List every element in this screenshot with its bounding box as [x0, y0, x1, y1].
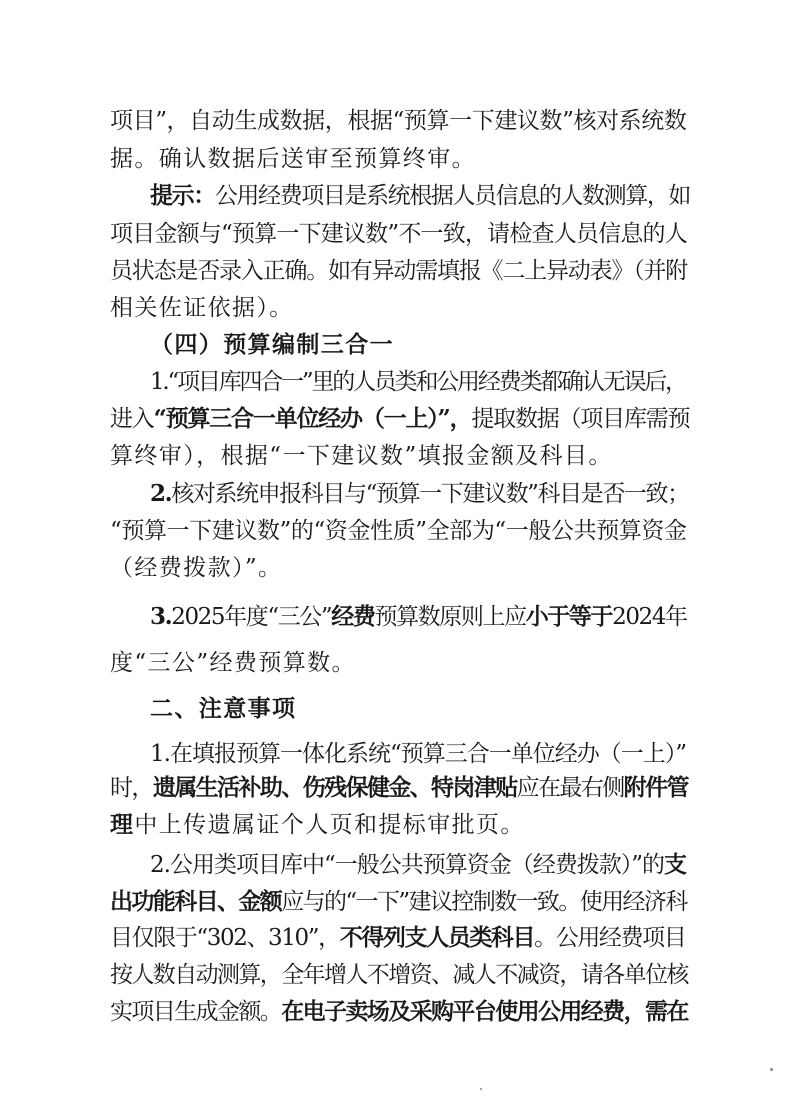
text-run: 中上传遗属证个人页和提标审批页。 — [134, 812, 525, 838]
paragraph-line — [110, 441, 690, 471]
text-run: 度“三公”经费预算数。 — [110, 650, 356, 676]
text-run: 实项目生成金额。 — [110, 999, 282, 1025]
scan-speck — [480, 1088, 482, 1090]
bold-text-run: 在电子卖场及采购平台使用公用经费，需在 — [281, 998, 688, 1025]
bold-text-run: 遗属生活补助、伤残保健金、特岗津贴 — [152, 774, 517, 801]
text-run: 目仅限于“302、310”， — [110, 925, 340, 951]
text-run: 公用经费项目是系统根据人员信息的人数测算，如 — [214, 183, 691, 209]
paragraph-line — [110, 516, 690, 546]
paragraph-line — [150, 602, 690, 632]
paragraph-line — [110, 648, 690, 678]
bold-text-run: 出功能科目、金额 — [110, 888, 282, 915]
paragraph-line — [110, 404, 690, 434]
text-run: 预算数原则上应 — [374, 604, 526, 630]
heading-text: 二、注意事项 — [150, 695, 297, 722]
paragraph-line — [110, 553, 690, 583]
section-heading — [150, 694, 730, 724]
heading-text: （四）预算编制三合一 — [150, 331, 394, 358]
text-run: 提取数据（项目库需预 — [471, 406, 690, 432]
text-run: 1.在填报预算一体化系统“预算三合一单位经办（一上）” — [150, 741, 686, 767]
text-run: “预算一下建议数”的“资金性质”全部为“一般公共预算资金 — [110, 518, 687, 544]
bold-text-run: 2. — [150, 480, 172, 507]
paragraph-line — [150, 850, 690, 880]
paragraph-line — [110, 810, 690, 840]
text-run: 2025年度“三公” — [171, 604, 332, 630]
text-run: 1.“项目库四合一”里的人员类和公用经费类都确认无误后， — [150, 369, 686, 395]
text-run: 核对系统申报科目与“预算一下建议数”科目是否一致； — [171, 481, 689, 507]
bold-text-run: 支 — [663, 851, 686, 878]
text-run: 。公用经费项目 — [534, 925, 686, 951]
text-run: 时， — [110, 775, 153, 801]
bold-text-run: 附件管 — [623, 774, 688, 801]
paragraph-line — [150, 479, 690, 509]
paragraph-line — [150, 367, 690, 397]
text-run: 2024年 — [612, 604, 687, 630]
bold-text-run: 经费 — [331, 603, 375, 630]
paragraph-line — [110, 887, 690, 917]
paragraph-line — [110, 256, 690, 286]
text-run: 项目金额与“预算一下建议数”不一致，请检查人员信息的人 — [110, 221, 687, 247]
bold-text-run: 不得列支人员类科目 — [339, 924, 535, 951]
text-run: 2.公用类项目库中“一般公共预算资金（经费拨款）”的 — [150, 852, 664, 878]
text-run: 应与的“一下”建议控制数一致。使用经济科 — [281, 889, 687, 915]
paragraph-line — [110, 219, 690, 249]
text-run: 应在最右侧 — [516, 775, 624, 801]
paragraph-line — [150, 739, 690, 769]
scan-speck — [770, 1068, 773, 1071]
tip-paragraph-line — [150, 181, 690, 211]
bold-text-run: “预算三合一单位经办（一上）”， — [153, 405, 472, 432]
paragraph-line — [110, 773, 690, 803]
text-run: 进入 — [110, 406, 154, 432]
text-run: 员状态是否录入正确。如有异动需填报《二上异动表》（并附 — [110, 258, 688, 284]
text-run: （经费拨款）”。 — [110, 555, 283, 581]
tip-label: 提示： — [150, 182, 215, 209]
bold-text-run: 小于等于 — [525, 603, 613, 630]
paragraph-line — [110, 106, 690, 136]
paragraph-line — [110, 923, 690, 953]
text-run: 项目”，自动生成数据，根据“预算一下建议数”核对系统数 — [110, 108, 687, 134]
paragraph-line — [110, 293, 690, 323]
text-run: 算终审），根据“一下建议数”填报金额及科目。 — [110, 443, 613, 469]
text-run: 相关佐证依据）。 — [110, 295, 294, 321]
text-run: 据。确认数据后送审至预算终审。 — [110, 146, 476, 172]
text-run: 按人数自动测算，全年增人不增资、减人不减资，请各单位核 — [110, 962, 688, 988]
paragraph-line — [110, 960, 690, 990]
section-heading — [150, 330, 730, 360]
paragraph-line — [110, 144, 690, 174]
paragraph-line — [110, 997, 690, 1027]
bold-text-run: 理 — [110, 811, 135, 838]
bold-text-run: 3. — [150, 603, 172, 630]
